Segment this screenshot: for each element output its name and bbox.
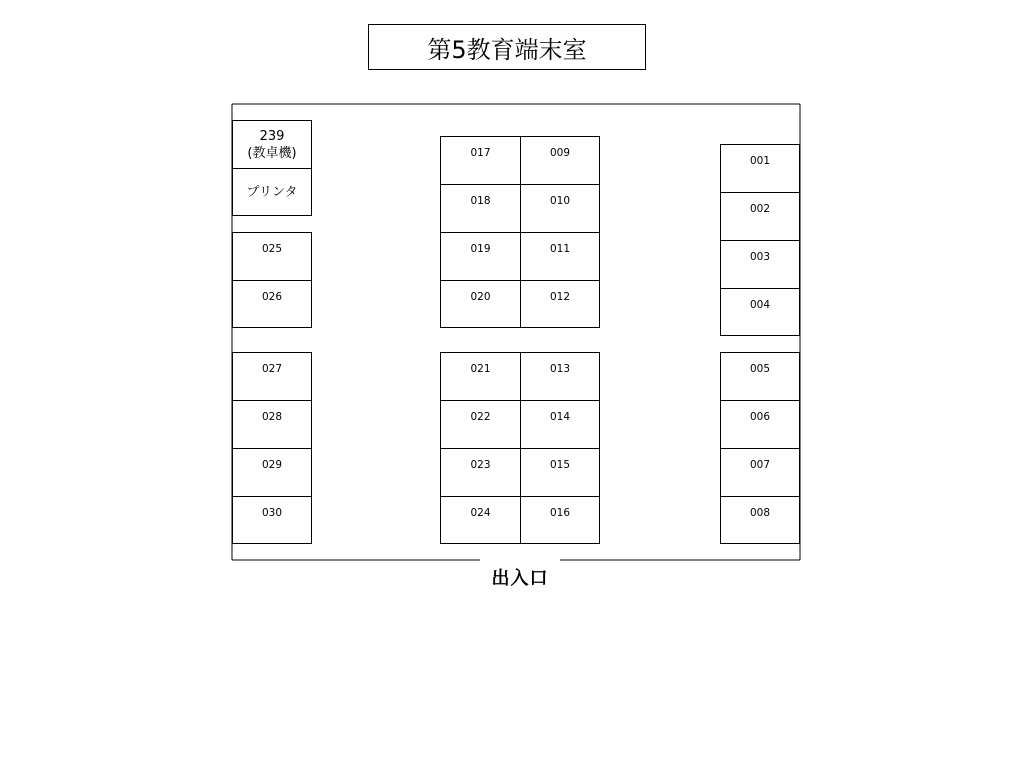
seat-015[interactable] [520,448,600,497]
seat-label: 022 [470,411,491,423]
seat-label: 019 [470,243,491,255]
seat-013[interactable] [520,352,600,401]
seat-028[interactable] [232,400,312,449]
seat-label: 007 [749,459,771,471]
seat-008[interactable] [720,496,800,544]
seat-label: 026 [261,291,283,303]
teacher-station-label: 239 (教卓機) [247,128,297,161]
seat-label: 021 [470,363,491,375]
seat-label: 025 [261,243,283,255]
seat-label: 002 [749,203,771,215]
seat-label: 003 [749,251,771,263]
seat-label: 030 [261,507,283,519]
seat-011[interactable] [520,232,600,281]
seat-label: 006 [749,411,771,423]
seat-label: 020 [470,291,491,303]
seat-020[interactable] [440,280,521,328]
seat-030[interactable] [232,496,312,544]
seat-014[interactable] [520,400,600,449]
entrance-label: 出入口 [491,568,549,589]
seat-label: 024 [470,507,491,519]
seat-009[interactable] [520,136,600,185]
seat-016[interactable] [520,496,600,544]
seat-label: 009 [549,147,571,159]
seat-005[interactable] [720,352,800,401]
seat-012[interactable] [520,280,600,328]
teacher-station[interactable] [232,120,312,169]
printer-label: プリンタ [246,184,298,200]
seat-025[interactable] [232,232,312,281]
seat-001[interactable] [720,144,800,193]
seat-label: 015 [549,459,571,471]
seat-019[interactable] [440,232,521,281]
seat-label: 023 [470,459,491,471]
seat-007[interactable] [720,448,800,497]
seat-label: 014 [549,411,571,423]
seat-label: 010 [549,195,571,207]
seat-026[interactable] [232,280,312,328]
room-title: 第5教育端末室 [368,24,646,70]
seat-label: 017 [470,147,491,159]
seat-label: 005 [749,363,771,375]
seat-label: 028 [261,411,283,423]
seat-022[interactable] [440,400,521,449]
seat-label: 018 [470,195,491,207]
seat-label: 027 [261,363,283,375]
seat-label: 011 [549,243,571,255]
seat-label: 008 [749,507,771,519]
seat-017[interactable] [440,136,521,185]
seat-label: 016 [549,507,571,519]
seat-label: 001 [749,155,771,167]
seat-024[interactable] [440,496,521,544]
seat-029[interactable] [232,448,312,497]
seat-label: 004 [749,299,771,311]
seat-021[interactable] [440,352,521,401]
seat-label: 013 [549,363,571,375]
seat-002[interactable] [720,192,800,241]
seat-023[interactable] [440,448,521,497]
seat-label: 012 [549,291,571,303]
seat-003[interactable] [720,240,800,289]
seat-004[interactable] [720,288,800,336]
seat-010[interactable] [520,184,600,233]
seat-027[interactable] [232,352,312,401]
seat-label: 029 [261,459,283,471]
seat-006[interactable] [720,400,800,449]
printer[interactable] [232,168,312,216]
seat-018[interactable] [440,184,521,233]
